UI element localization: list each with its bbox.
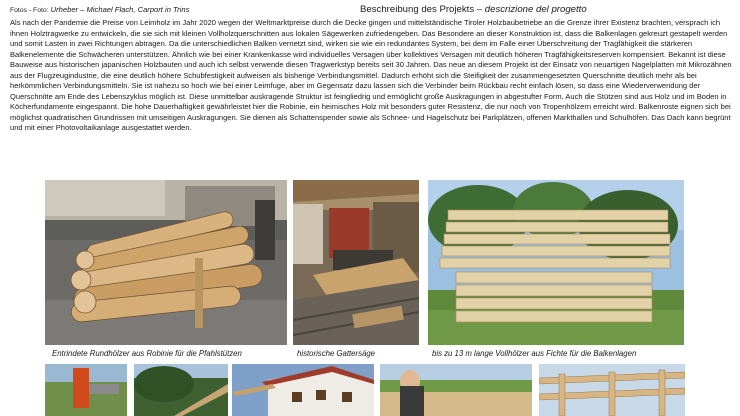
project-description (10, 18, 732, 134)
photo-bottom-trees (134, 364, 228, 416)
page-heading (360, 4, 587, 15)
caption-beams: bis zu 13 m lange Vollhölzer aus Fichte für die Balkenlagen (432, 349, 637, 358)
heading-separator: – (474, 4, 485, 15)
photo-bottom-excavator (45, 364, 127, 416)
photo-sawmill (293, 180, 419, 345)
caption-sawmill: historische Gattersäge (297, 349, 376, 358)
photo-credit-text: Urheber – Michael Flach, Carport in Trins (50, 5, 190, 14)
photo-bottom-assembly (380, 364, 532, 416)
photo-bottom-grid (539, 364, 685, 416)
description-paragraph: Als nach der Pandemie die Preise von Leimholz im Jahr 2020 wegen der Weltmarktpreise durch die Decke gingen und mittelständische Tiroler Holzbaubetriebe an die Grenze ihrer Existenz brachten, versprach ich ihnen Holztragwerke zu entwickeln, die sie sich mit kleinen Vollholzquerschnitten aus lokalen Sägewerken zufriedengeben. Das Besondere an dieser Konstruktion ist, dass die Balkenlagen gekreuzt gestapelt werden und somit Lasten in zwei Richtungen abtragen. Da die unterschiedlichen Balken vernetzt sind, wirken sie wie ein redundantes System, bei dem im Falle einer Überschreitung der Tragfähigkeit die stärkeren Balkenelemente die Schwächeren unterstützen. Ähnlich wie bei einer Krankenkasse wird individuelles Versagen über kollektives Versagen mit deutlich höheren Tragfähigkeitsreserven kompensiert. Bekannt ist diese Bauweise aus historischen japanischen Holzbauten und auch ich selbst verwende diesen Tragwerkstyp bereits seit 30 Jahren. Das neue an diesem Projekt ist der Einsatz von neuartigen Nagelplatten mit Mikrozähnen aus der Flugzeugindustrie, die eine deutlich höhere Schubfestigkeit aufweisen als bisherige Verbindungsmittel. Dadurch erhöht sich die Steifigkeit der zusammengesetzten Querschnitte deutlich mehr als bei herkömmlichen Verbindungsmitteln. Sie ist nahezu so hoch wie bei einer Leimfuge, aber im Gegensatz dazu lassen sich die Verbinder beim Rückbau recht einfach lösen, so dass eine Wiederverwendung der Querschnitte am Ende des Lebenszyklus möglich ist. Diese unmittelbar auskragende Struktur ist feingliedrig und ermöglicht große Auskragungen in abgestufter Form. Auch die Stützen sind aus Holz und im Boden in Köcherfundamente eingespannt. Die hohe Dauerhaftigkeit gewährleistet hier die Robinie, ein heimisches Holz mit besonders guter Resistenz, die nur noch von Tropenhölzern erreicht wird. Balkenroste eignen sich bei möglichst quadratischen Grundrissen mit umseitigen Auskragungen. Sie dienen als Schattenspender sowie als Schnee- und Hagelschutz bei Parkplätzen, offenen Markthallen und Schulhöfen. Das Dach kann begrünt und mit einer Photovoltaikanlage ausgestattet werden. (10, 18, 732, 133)
photo-beams (428, 180, 684, 345)
photo-bottom-house (232, 364, 374, 416)
heading-title-italian: descrizione del progetto (484, 4, 587, 15)
heading-title: Beschreibung des Projekts (360, 4, 475, 15)
photo-credit (10, 5, 189, 14)
photo-logs (45, 180, 287, 345)
caption-logs: Entrindete Rundhölzer aus Robinie für die Pfahlstützen (52, 349, 242, 358)
photo-credit-prefix: Fotos - Foto: (10, 7, 49, 14)
